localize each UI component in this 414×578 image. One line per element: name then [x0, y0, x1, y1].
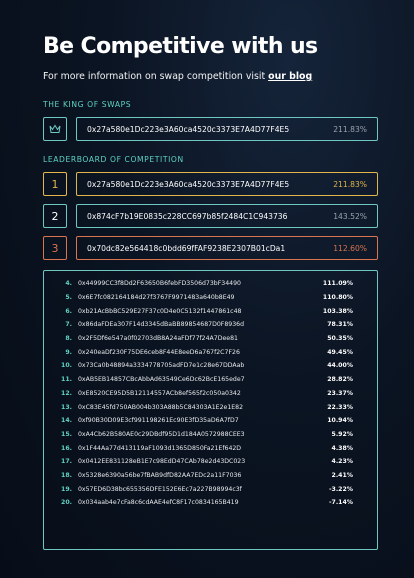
row-rank: 18. — [61, 471, 72, 479]
top-entry-3 — [76, 236, 378, 260]
blog-link[interactable]: our blog — [268, 71, 313, 82]
row-address: 0x44999CC3f8Dd2F63650B6febFD3506d73bF34490 — [78, 280, 241, 288]
entry-address: 0x27a580e1Dc223e3A60ca4520c3373E7A4D77F4E5 — [87, 179, 290, 189]
rank-number: 1 — [51, 177, 59, 191]
row-rank: 6. — [65, 307, 72, 315]
row-address: 0x0412EE831128eB1E7c98EdD47CAb78e2d43DC023 — [78, 458, 246, 466]
rank-badge-3 — [43, 236, 67, 260]
row-address: 0x6E7fc082164184d27f3767F9971483a640b8E49 — [78, 294, 235, 302]
table-row — [54, 304, 367, 318]
row-percent: 103.38% — [322, 307, 353, 315]
row-percent: 4.38% — [331, 444, 353, 452]
row-percent: -7.14% — [328, 499, 353, 507]
leaderboard-list[interactable] — [43, 270, 378, 550]
row-rank: 20. — [61, 499, 72, 507]
table-row — [54, 359, 367, 373]
row-address: 0x2F5Df6e547a0f02703dB8A24aFDf77f24A7Dee81 — [78, 335, 238, 343]
row-rank: 19. — [61, 485, 72, 493]
king-section-label: THE KING OF SWAPS — [43, 100, 132, 109]
row-rank: 15. — [61, 430, 72, 438]
table-row — [54, 387, 367, 401]
row-rank: 13. — [61, 403, 72, 411]
row-address: 0x034aab4e7cFa8c6cdAAE4efC8F17c0834165B419 — [78, 499, 239, 507]
row-percent: 4.23% — [331, 458, 353, 466]
row-percent: 78.31% — [327, 321, 353, 329]
row-rank: 4. — [65, 280, 72, 288]
table-row — [54, 482, 367, 496]
table-row — [54, 373, 367, 387]
king-percent: 211.83% — [333, 124, 367, 134]
row-percent: 111.09% — [322, 280, 353, 288]
row-percent: 23.37% — [327, 389, 353, 397]
row-percent: 10.94% — [327, 417, 353, 425]
rank-number: 2 — [51, 209, 59, 223]
row-percent: 5.92% — [331, 430, 353, 438]
row-rank: 8. — [65, 335, 72, 343]
king-crown-box — [43, 117, 67, 141]
entry-address: 0x70dc82e564418c0bdd69fFAF9238E2307B01cDa1 — [87, 243, 286, 253]
row-rank: 14. — [61, 417, 72, 425]
table-row — [54, 277, 367, 291]
table-row — [54, 318, 367, 332]
table-row — [54, 400, 367, 414]
rank-number: 3 — [51, 241, 59, 255]
row-percent: 22.33% — [327, 403, 353, 411]
row-rank: 12. — [61, 389, 72, 397]
king-address-box — [76, 117, 378, 141]
table-row — [54, 441, 367, 455]
row-percent: 49.45% — [327, 348, 353, 356]
row-percent: 50.35% — [327, 335, 353, 343]
row-rank: 9. — [65, 348, 72, 356]
row-address: 0xE8520CE95D5B12114557ACb8ef565f2c050a0342 — [78, 389, 241, 397]
row-address: 0xb21AcBbBC529E27F37c0D4e0C5132f1447861c48 — [78, 307, 242, 315]
row-address: 0x57ED6D38bc655356DFE152E6Ec7a227B98994c3f — [78, 485, 242, 493]
rank-badge-2 — [43, 204, 67, 228]
page-title: Be Competitive with us — [43, 34, 318, 59]
table-row — [54, 414, 367, 428]
crown-icon — [49, 124, 61, 134]
entry-percent: 143.52% — [333, 211, 367, 221]
page-subtitle — [43, 71, 312, 82]
row-rank: 16. — [61, 444, 72, 452]
row-rank: 11. — [61, 376, 72, 384]
row-percent: 44.00% — [327, 362, 353, 370]
rank-badge-1 — [43, 172, 67, 196]
row-address: 0x240eaDf230F75DE6ceb8F44E8eeD6a767f2C7F26 — [78, 348, 240, 356]
entry-address: 0x874cF7b19E0835c228CC697b85f2484C1C943736 — [87, 211, 288, 221]
table-row — [54, 332, 367, 346]
table-row — [54, 455, 367, 469]
top-entry-1 — [76, 172, 378, 196]
row-percent: 2.41% — [331, 471, 353, 479]
leaderboard-section-label: LEADERBOARD OF COMPETITION — [43, 155, 184, 164]
table-row — [54, 428, 367, 442]
row-rank: 10. — [61, 362, 72, 370]
entry-percent: 211.83% — [333, 179, 367, 189]
row-address: 0xC83E45fd750AB004b303A88b5C84303A1E2e1E82 — [78, 403, 244, 411]
table-row — [54, 469, 367, 483]
row-percent: 110.80% — [322, 294, 353, 302]
row-address: 0xA4Cb62B580AE0c29DBdf95D1d184A0572988CEE3 — [78, 430, 245, 438]
row-address: 0x86daFDEa307F14d3345dBaBB89854687D0F8936d — [78, 321, 245, 329]
row-address: 0x73Ca0b48894a3334778705adFD7e1c28e67DDAab — [78, 362, 245, 370]
top-entry-2 — [76, 204, 378, 228]
row-address: 0xAB5EB14857CBcAbbAd63549Ce6Dc62BcE165ede7 — [78, 376, 245, 384]
table-row — [54, 496, 367, 510]
king-address: 0x27a580e1Dc223e3A60ca4520c3373E7A4D77F4E5 — [87, 124, 290, 134]
row-address: 0x5328e6390a56be7fBAB9dfD82AA7EDc2a11F7036 — [78, 471, 242, 479]
row-rank: 5. — [65, 294, 72, 302]
row-rank: 17. — [61, 458, 72, 466]
row-percent: -3.22% — [328, 485, 353, 493]
table-row — [54, 291, 367, 305]
row-address: 0x1F44Aa77d413119aF1093d1365D850Fa21Ef642D — [78, 444, 242, 452]
entry-percent: 112.60% — [333, 243, 367, 253]
row-rank: 7. — [65, 321, 72, 329]
table-row — [54, 345, 367, 359]
row-address: 0xf90B30D09E3cf991198261Ec90E3fD35aD6A7fD7 — [78, 417, 239, 425]
subtitle-text: For more information on swap competition visit — [43, 71, 269, 82]
row-percent: 28.82% — [327, 376, 353, 384]
